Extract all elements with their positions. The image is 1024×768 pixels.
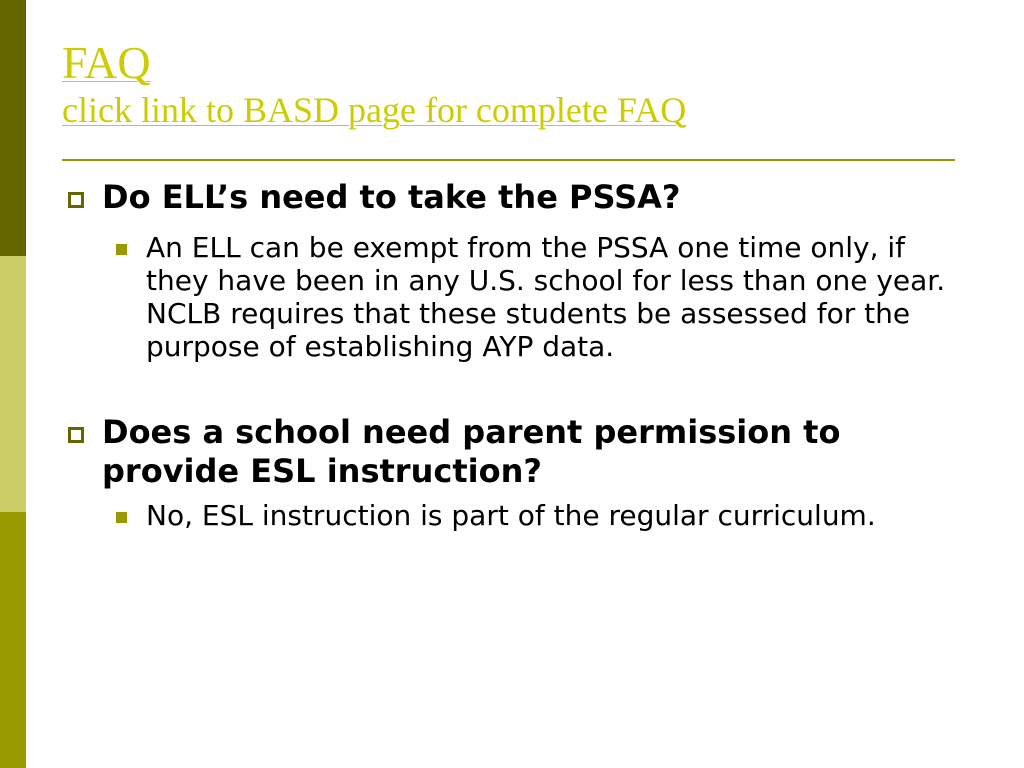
basd-faq-link[interactable]: click link to BASD page for complete FAQ bbox=[62, 89, 687, 130]
side-bar-mid-segment bbox=[0, 512, 26, 768]
answer-item bbox=[146, 500, 966, 533]
question-item bbox=[62, 413, 962, 490]
answer-text: An ELL can be exempt from the PSSA one time only, if they have been in any U.S. school for less than one year. NCLB requires that these students be assessed for the purpose of establishing AYP data. bbox=[146, 231, 946, 363]
filled-square-bullet-icon bbox=[116, 244, 127, 255]
title-block bbox=[62, 38, 962, 130]
hollow-square-bullet-icon bbox=[68, 427, 84, 443]
hollow-square-bullet-icon bbox=[68, 192, 84, 208]
filled-square-bullet-icon bbox=[116, 512, 127, 523]
title-divider bbox=[62, 159, 955, 161]
answer-item bbox=[146, 232, 966, 363]
answer-text: No, ESL instruction is part of the regular curriculum. bbox=[146, 499, 876, 533]
answer-list bbox=[62, 500, 962, 533]
answer-list bbox=[62, 232, 962, 363]
faq-content bbox=[62, 178, 962, 533]
side-bar-dark-segment bbox=[0, 0, 26, 256]
side-bar-light-segment bbox=[0, 256, 26, 512]
faq-title-link[interactable]: FAQ bbox=[62, 37, 151, 88]
question-item bbox=[62, 178, 962, 216]
question-text: Does a school need parent permission to provide ESL instruction? bbox=[102, 413, 841, 490]
question-text: Do ELL’s need to take the PSSA? bbox=[102, 178, 681, 216]
